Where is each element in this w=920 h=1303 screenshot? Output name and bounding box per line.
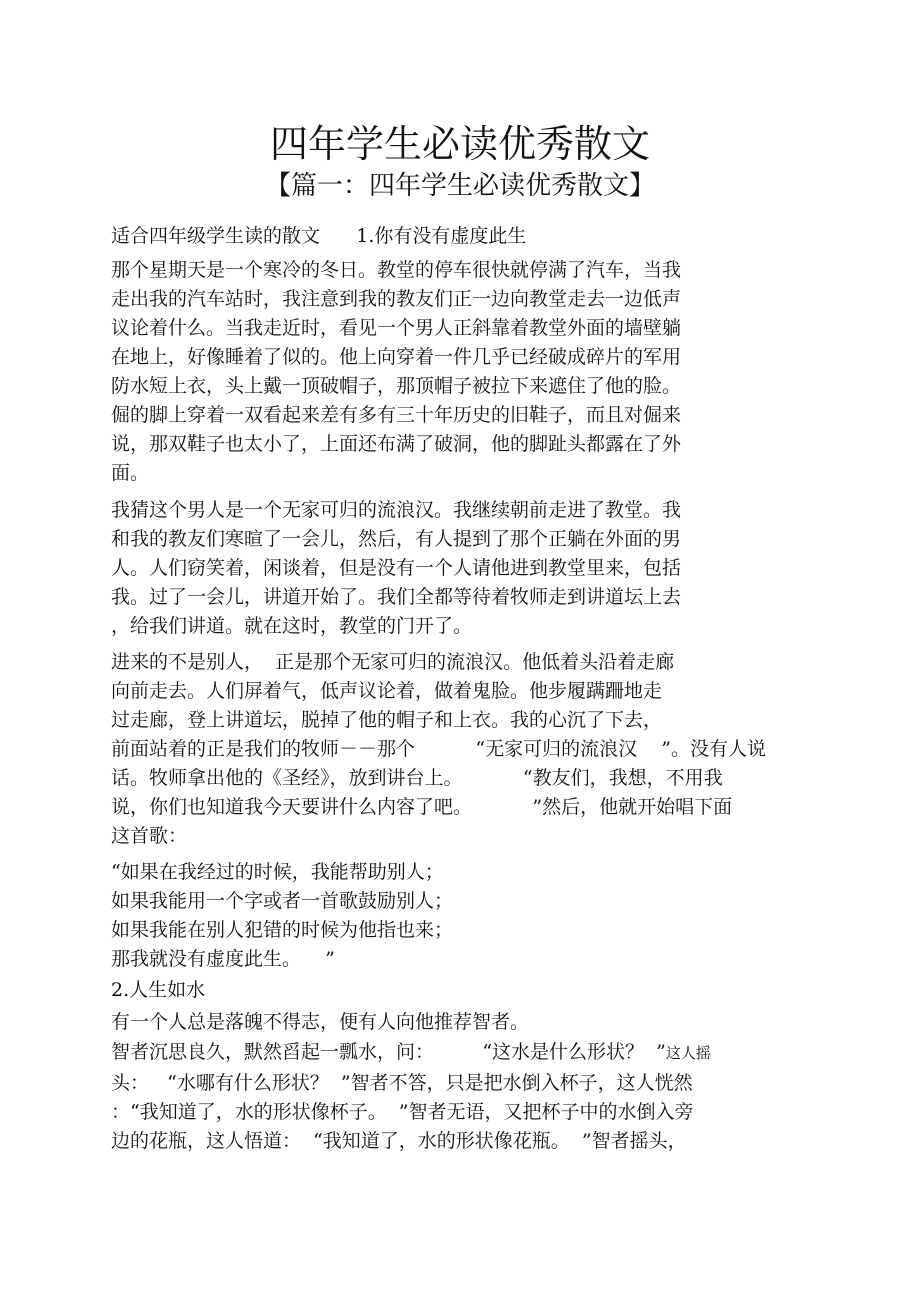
text-line: 和我的教友们寒暄了一会儿，然后，有人提到了那个正躺在外面的男 — [111, 528, 682, 550]
text-line: 向前走去。人们屏着气，低声议论着，做着鬼脸。他步履蹒跚地走 — [111, 680, 663, 702]
text-line: 这首歌： — [111, 825, 188, 847]
text-segment: 智者沉思良久，默然舀起一瓢水，问： “这水是什么形状？ ” — [111, 1041, 666, 1063]
text-line: 适合四年级学生读的散文 1.你有没有虚度此生 — [111, 225, 527, 247]
text-line: 过走廊，登上讲道坛，脱掉了他的帽子和上衣。我的心沉了下去， — [111, 709, 663, 731]
text-line: 我。过了一会儿，讲道开始了。我们全都等待着牧师走到讲道坛上去 — [111, 586, 682, 608]
text-line: 那我就没有虚度此生。 ” — [111, 948, 335, 970]
text-line: 边的花瓶，这人悟道： “我知道了，水的形状像花瓶。 ”智者摇头， — [111, 1130, 687, 1152]
text-line: 如果我能用一个字或者一首歌鼓励别人； — [111, 890, 454, 912]
text-line: 人。人们窃笑着，闲谈着，但是没有一个人请他进到教堂里来，包括 — [111, 557, 682, 579]
text-line: 我猜这个男人是一个无家可归的流浪汉。我继续朝前走进了教堂。我 — [111, 499, 682, 521]
text-line: 前面站着的正是我们的牧师－－那个 “无家可归的流浪汉 ”。没有人说 — [111, 738, 766, 760]
text-line: ：“我知道了，水的形状像杯子。 ”智者无语，又把杯子中的水倒入旁 — [111, 1101, 694, 1123]
text-line: 面。 — [111, 462, 150, 484]
text-line: ，给我们讲道。就在这时，教堂的门开了。 — [111, 615, 473, 637]
text-line: “如果在我经过的时候，我能帮助别人； — [111, 861, 444, 883]
page-title: 四年学生必读优秀散文 — [269, 122, 650, 166]
text-line: 2.人生如水 — [111, 979, 206, 1001]
text-segment: 这人摇 — [665, 1044, 711, 1062]
text-line: 那个星期天是一个寒冷的冬日。教堂的停车很快就停满了汽车，当我 — [111, 259, 682, 281]
text-line: 进来的不是别人， 正是那个无家可归的流浪汉。他低着头沿着走廊 — [111, 651, 675, 673]
text-line: 有一个人总是落魄不得志，便有人向他推荐智者。 — [111, 1011, 530, 1033]
section-heading: 【篇一：四年学生必读优秀散文】 — [264, 171, 655, 201]
text-line: 防水短上衣，头上戴一顶破帽子，那顶帽子被拉下来遮住了他的脸。 — [111, 375, 682, 397]
text-line: 在地上，好像睡着了似的。他上向穿着一件几乎已经破成碎片的军用 — [111, 346, 682, 368]
text-line: 说，那双鞋子也太小了，上面还布满了破洞，他的脚趾头都露在了外 — [111, 433, 682, 455]
text-line: 走出我的汽车站时，我注意到我的教友们正一边向教堂走去一边低声 — [111, 288, 682, 310]
text-line: 头： “水哪有什么形状？ ”智者不答，只是把水倒入杯子，这人恍然 — [111, 1072, 693, 1094]
text-line: 话。牧师拿出他的《圣经》，放到讲台上。 “教友们，我想，不用我 — [111, 767, 723, 789]
text-line: 说，你们也知道我今天要讲什么内容了吧。 ”然后，他就开始唱下面 — [111, 796, 733, 818]
text-line: 如果我能在别人犯错的时候为他指也来； — [111, 919, 454, 941]
text-line: 倔的脚上穿着一双看起来差有多有三十年历史的旧鞋子，而且对倔来 — [111, 404, 682, 426]
text-line: 议论着什么。当我走近时，看见一个男人正斜靠着教堂外面的墙壁躺 — [111, 317, 682, 339]
text-line — [111, 1038, 711, 1067]
